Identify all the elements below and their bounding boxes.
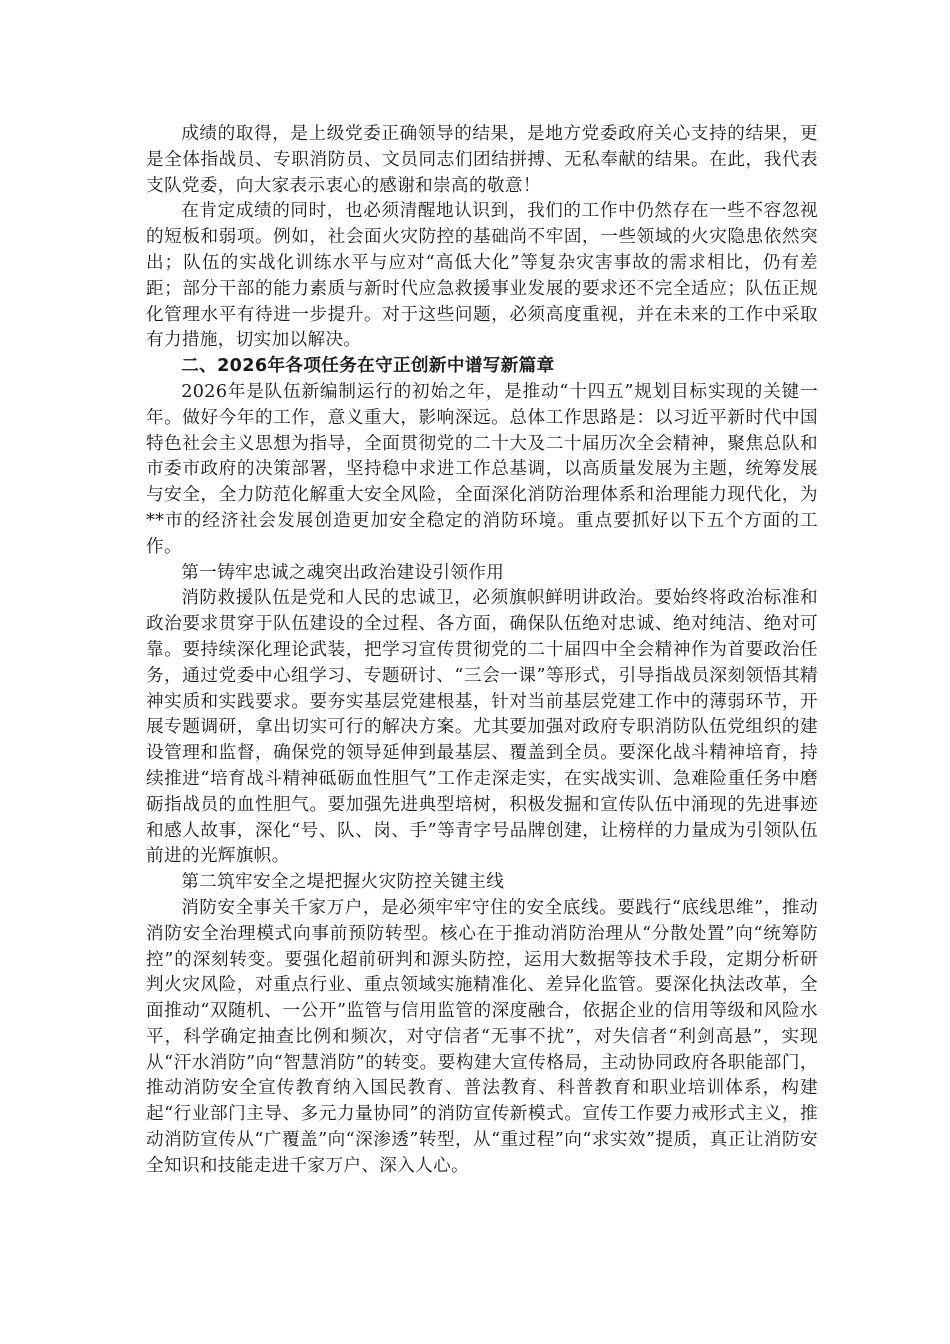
section-heading-2026-tasks: 二、2026年各项任务在守正创新中谱写新篇章 (181, 356, 555, 377)
paragraph-political-building: 消防救援队伍是党和人民的忠诚卫，必须旗帜鲜明讲政治。要始终将政治标准和政治要求贯穿于队伍建设的全过程、各方面，确保队伍绝对忠诚、绝对纯洁、绝对可靠。要持续深化理论武装，把学习宣传贯彻党的二十届四中全会精神作为首要政治任务，通过党委中心组学习、专题研讨、“三会一课”等形式，引导指战员深刻领悟其精神实质和实践要求。要夯实基层党建根基，针对当前基层党建工作中的薄弱环节，开展专题调研，拿出切实可行的解决方案。尤其要加强对政府专职消防队伍党组织的建设管理和监督，确保党的领导延伸到最基层、覆盖到全员。要深化战斗精神培育，持续推进“培育战斗精神砥砺血性胆气”工作走深走实，在实战实训、急难险重任务中磨砺指战员的血性胆气。要加强先进典型培树，积极发掘和宣传队伍中涌现的先进事迹和感人故事，深化“号、队、岗、手”等青字号品牌创建，让榜样的力量成为引领队伍前进的光辉旗帜。 (146, 588, 818, 867)
paragraph-shortcomings: 在肯定成绩的同时，也必须清醒地认识到，我们的工作中仍然存在一些不容忽视的短板和弱项。例如，社会面火灾防控的基础尚不牢固，一些领域的火灾隐患依然突出；队伍的实战化训练水平与应对“高低大化”等复杂灾害事故的需求相比，仍有差距；部分干部的能力素质与新时代应急救援事业发展的要求还不完全适应；队伍正规化管理水平有待进一步提升。对于这些问题，必须高度重视，并在未来的工作中采取有力措施，切实加以解决。 (146, 201, 818, 351)
subheading-political-loyalty: 第一铸牢忠诚之魂突出政治建设引领作用 (181, 562, 505, 583)
subheading-fire-prevention: 第二筑牢安全之堤把握火灾防控关键主线 (181, 872, 505, 893)
paragraph-2026-overview: 2026年是队伍新编制运行的初始之年，是推动“十四五”规划目标实现的关键一年。做好今年的工作，意义重大，影响深远。总体工作思路是：以习近平新时代中国特色社会主义思想为指导，全面贯彻党的二十大及二十届历次全会精神，聚焦总队和市委市政府的决策部署，坚持稳中求进工作总基调，以高质量发展为主题，统筹发展与安全，全力防范化解重大安全风险，全面深化消防治理体系和治理能力现代化，为**市的经济社会发展创造更加安全稳定的消防环境。重点要抓好以下五个方面的工作。 (146, 381, 818, 557)
paragraph-fire-prevention: 消防安全事关千家万户，是必须牢牢守住的安全底线。要践行“底线思维”，推动消防安全治理模式向事前预防转型。核心在于推动消防治理从“分散处置”向“统筹防控”的深刻转变。要强化超前研判和源头防控，运用大数据等技术手段，定期分析研判火灾风险，对重点行业、重点领域实施精准化、差异化监管。要深化执法改革，全面推动“双随机、一公开”监管与信用监管的深度融合，依据企业的信用等级和风险水平，科学确定抽查比例和频次，对守信者“无事不扰”，对失信者“利剑高悬”，实现从“汗水消防”向“智慧消防”的转变。要构建大宣传格局，主动协同政府各职能部门，推动消防安全宣传教育纳入国民教育、普法教育、科普教育和职业培训体系，构建起“行业部门主导、多元力量协同”的消防宣传新模式。宣传工作要力戒形式主义，推动消防宣传从“广覆盖”向“深渗透”转型，从“重过程”向“求实效”提质，真正让消防安全知识和技能走进千家万户、深入人心。 (146, 897, 818, 1176)
paragraph-achievements-thanks: 成绩的取得，是上级党委正确领导的结果，是地方党委政府关心支持的结果，更是全体指战员、专职消防员、文员同志们团结拼搏、无私奉献的结果。在此，我代表支队党委，向大家表示衷心的感谢和崇高的敬意！ (146, 124, 818, 196)
document-body (146, 122, 818, 1180)
